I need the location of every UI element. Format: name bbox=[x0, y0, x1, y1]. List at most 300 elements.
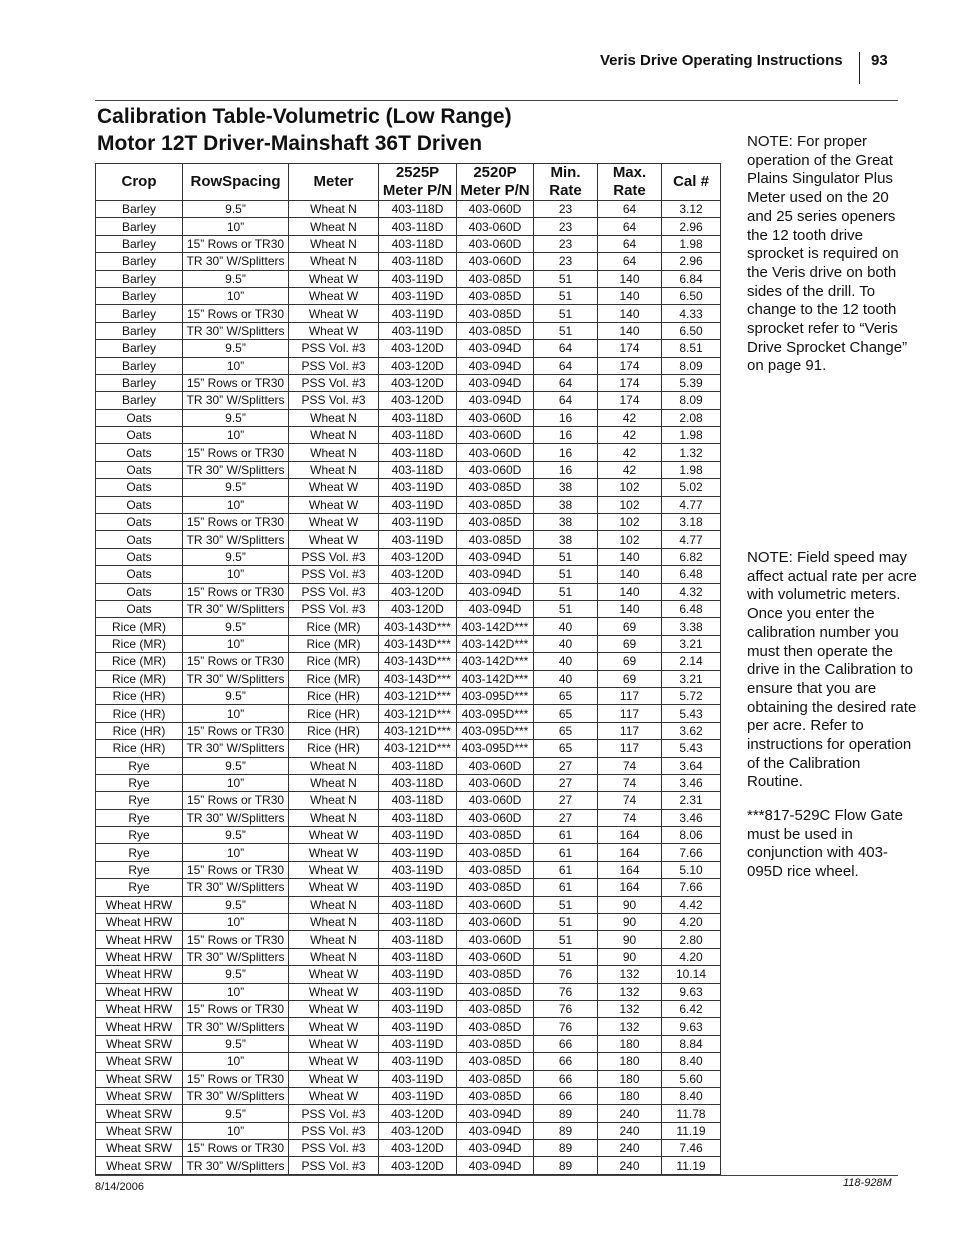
table-row bbox=[96, 1000, 721, 1017]
cell-max-rate: 74 bbox=[598, 757, 662, 774]
table-row bbox=[96, 879, 721, 896]
cell-crop: Barley bbox=[96, 270, 183, 287]
cell-max-rate: 42 bbox=[598, 427, 662, 444]
cell-min-rate: 65 bbox=[534, 722, 598, 739]
cell-meter: PSS Vol. #3 bbox=[289, 1122, 379, 1139]
cell-row-spacing: 15” Rows or TR30 bbox=[183, 931, 289, 948]
cell-row-spacing: 10” bbox=[183, 287, 289, 304]
cell-crop: Barley bbox=[96, 357, 183, 374]
cell-min-rate: 40 bbox=[534, 670, 598, 687]
cell-row-spacing: 15” Rows or TR30 bbox=[183, 1140, 289, 1157]
cell-crop: Oats bbox=[96, 566, 183, 583]
table-row bbox=[96, 566, 721, 583]
cell-2520p-pn: 403-060D bbox=[457, 774, 534, 791]
cell-max-rate: 90 bbox=[598, 948, 662, 965]
cell-min-rate: 51 bbox=[534, 270, 598, 287]
cell-min-rate: 61 bbox=[534, 879, 598, 896]
cell-crop: Rye bbox=[96, 792, 183, 809]
cell-max-rate: 102 bbox=[598, 531, 662, 548]
cell-min-rate: 23 bbox=[534, 235, 598, 252]
calibration-table bbox=[95, 163, 721, 1175]
cell-2520p-pn: 403-060D bbox=[457, 409, 534, 426]
cell-row-spacing: 9.5” bbox=[183, 827, 289, 844]
cell-crop: Oats bbox=[96, 479, 183, 496]
cell-2520p-pn: 403-085D bbox=[457, 305, 534, 322]
cell-meter: Wheat N bbox=[289, 792, 379, 809]
cell-min-rate: 76 bbox=[534, 1018, 598, 1035]
cell-min-rate: 51 bbox=[534, 948, 598, 965]
cell-max-rate: 64 bbox=[598, 235, 662, 252]
cell-2525p-pn: 403-119D bbox=[379, 1035, 457, 1052]
cell-2525p-pn: 403-119D bbox=[379, 1070, 457, 1087]
cell-min-rate: 27 bbox=[534, 774, 598, 791]
cell-crop: Rye bbox=[96, 774, 183, 791]
cell-row-spacing: 9.5” bbox=[183, 618, 289, 635]
cell-crop: Wheat HRW bbox=[96, 983, 183, 1000]
cell-max-rate: 42 bbox=[598, 409, 662, 426]
cell-cal-number: 1.32 bbox=[662, 444, 721, 461]
table-row bbox=[96, 983, 721, 1000]
cell-cal-number: 5.60 bbox=[662, 1070, 721, 1087]
cell-row-spacing: 10” bbox=[183, 983, 289, 1000]
cell-meter: PSS Vol. #3 bbox=[289, 374, 379, 391]
cell-max-rate: 140 bbox=[598, 287, 662, 304]
cell-max-rate: 117 bbox=[598, 705, 662, 722]
cell-cal-number: 11.78 bbox=[662, 1105, 721, 1122]
cell-2520p-pn: 403-094D bbox=[457, 357, 534, 374]
cell-row-spacing: 9.5” bbox=[183, 687, 289, 704]
cell-meter: Rice (HR) bbox=[289, 740, 379, 757]
table-row bbox=[96, 618, 721, 635]
cell-max-rate: 102 bbox=[598, 496, 662, 513]
cell-max-rate: 117 bbox=[598, 740, 662, 757]
cell-2525p-pn: 403-118D bbox=[379, 809, 457, 826]
cell-min-rate: 51 bbox=[534, 287, 598, 304]
cell-2525p-pn: 403-118D bbox=[379, 931, 457, 948]
cell-cal-number: 3.46 bbox=[662, 774, 721, 791]
table-row bbox=[96, 253, 721, 270]
cell-crop: Barley bbox=[96, 374, 183, 391]
cell-meter: Wheat N bbox=[289, 461, 379, 478]
cell-2520p-pn: 403-085D bbox=[457, 514, 534, 531]
cell-meter: Rice (HR) bbox=[289, 705, 379, 722]
cell-2520p-pn: 403-094D bbox=[457, 1140, 534, 1157]
cell-2525p-pn: 403-119D bbox=[379, 514, 457, 531]
cell-max-rate: 69 bbox=[598, 653, 662, 670]
cell-cal-number: 1.98 bbox=[662, 235, 721, 252]
cell-crop: Barley bbox=[96, 218, 183, 235]
cell-meter: Wheat W bbox=[289, 1053, 379, 1070]
table-row bbox=[96, 1122, 721, 1139]
cell-crop: Barley bbox=[96, 235, 183, 252]
cell-2525p-pn: 403-119D bbox=[379, 496, 457, 513]
cell-cal-number: 9.63 bbox=[662, 983, 721, 1000]
cell-meter: Rice (MR) bbox=[289, 670, 379, 687]
cell-max-rate: 140 bbox=[598, 583, 662, 600]
cell-2525p-pn: 403-118D bbox=[379, 253, 457, 270]
cell-max-rate: 240 bbox=[598, 1122, 662, 1139]
cell-row-spacing: TR 30” W/Splitters bbox=[183, 1087, 289, 1104]
table-row bbox=[96, 861, 721, 878]
table-row bbox=[96, 844, 721, 861]
column-header-min-rate: Min. Rate bbox=[534, 164, 598, 201]
cell-cal-number: 11.19 bbox=[662, 1122, 721, 1139]
cell-min-rate: 38 bbox=[534, 479, 598, 496]
column-header-row-spacing: RowSpacing bbox=[183, 164, 289, 201]
cell-2520p-pn: 403-142D*** bbox=[457, 635, 534, 652]
cell-meter: Rice (HR) bbox=[289, 722, 379, 739]
table-row bbox=[96, 444, 721, 461]
cell-2525p-pn: 403-118D bbox=[379, 235, 457, 252]
cell-2525p-pn: 403-118D bbox=[379, 948, 457, 965]
cell-2520p-pn: 403-060D bbox=[457, 427, 534, 444]
cell-max-rate: 64 bbox=[598, 201, 662, 218]
cell-crop: Oats bbox=[96, 496, 183, 513]
cell-crop: Wheat HRW bbox=[96, 1000, 183, 1017]
table-row bbox=[96, 496, 721, 513]
cell-row-spacing: 9.5” bbox=[183, 896, 289, 913]
cell-crop: Wheat HRW bbox=[96, 966, 183, 983]
cell-cal-number: 2.80 bbox=[662, 931, 721, 948]
cell-max-rate: 240 bbox=[598, 1105, 662, 1122]
cell-cal-number: 3.21 bbox=[662, 670, 721, 687]
cell-cal-number: 1.98 bbox=[662, 427, 721, 444]
table-row bbox=[96, 1087, 721, 1104]
header-rule bbox=[95, 100, 898, 101]
cell-crop: Oats bbox=[96, 461, 183, 478]
cell-max-rate: 74 bbox=[598, 774, 662, 791]
cell-cal-number: 4.77 bbox=[662, 531, 721, 548]
cell-cal-number: 6.42 bbox=[662, 1000, 721, 1017]
cell-2520p-pn: 403-085D bbox=[457, 966, 534, 983]
cell-2520p-pn: 403-142D*** bbox=[457, 653, 534, 670]
cell-meter: Wheat W bbox=[289, 1018, 379, 1035]
cell-row-spacing: 9.5” bbox=[183, 340, 289, 357]
cell-2525p-pn: 403-120D bbox=[379, 566, 457, 583]
cell-meter: Wheat W bbox=[289, 879, 379, 896]
cell-row-spacing: TR 30” W/Splitters bbox=[183, 879, 289, 896]
cell-cal-number: 2.14 bbox=[662, 653, 721, 670]
cell-meter: PSS Vol. #3 bbox=[289, 357, 379, 374]
cell-row-spacing: 15” Rows or TR30 bbox=[183, 1000, 289, 1017]
cell-cal-number: 11.19 bbox=[662, 1157, 721, 1174]
cell-min-rate: 61 bbox=[534, 861, 598, 878]
cell-row-spacing: 10” bbox=[183, 705, 289, 722]
cell-2525p-pn: 403-143D*** bbox=[379, 670, 457, 687]
cell-cal-number: 8.51 bbox=[662, 340, 721, 357]
cell-2525p-pn: 403-120D bbox=[379, 340, 457, 357]
cell-min-rate: 89 bbox=[534, 1157, 598, 1174]
cell-max-rate: 240 bbox=[598, 1157, 662, 1174]
cell-2520p-pn: 403-060D bbox=[457, 201, 534, 218]
cell-cal-number: 8.06 bbox=[662, 827, 721, 844]
cell-2520p-pn: 403-085D bbox=[457, 844, 534, 861]
cell-row-spacing: 15” Rows or TR30 bbox=[183, 235, 289, 252]
cell-crop: Rye bbox=[96, 844, 183, 861]
cell-crop: Rice (MR) bbox=[96, 635, 183, 652]
cell-crop: Barley bbox=[96, 340, 183, 357]
footer-date: 8/14/2006 bbox=[95, 1181, 144, 1193]
table-row bbox=[96, 1018, 721, 1035]
cell-cal-number: 5.39 bbox=[662, 374, 721, 391]
cell-row-spacing: TR 30” W/Splitters bbox=[183, 670, 289, 687]
cell-max-rate: 102 bbox=[598, 479, 662, 496]
cell-crop: Wheat SRW bbox=[96, 1140, 183, 1157]
cell-meter: PSS Vol. #3 bbox=[289, 600, 379, 617]
cell-2520p-pn: 403-142D*** bbox=[457, 670, 534, 687]
table-row bbox=[96, 635, 721, 652]
cell-max-rate: 132 bbox=[598, 966, 662, 983]
cell-crop: Rice (MR) bbox=[96, 618, 183, 635]
cell-meter: Wheat W bbox=[289, 496, 379, 513]
cell-2520p-pn: 403-085D bbox=[457, 1087, 534, 1104]
cell-min-rate: 89 bbox=[534, 1140, 598, 1157]
cell-2520p-pn: 403-060D bbox=[457, 253, 534, 270]
cell-meter: Rice (MR) bbox=[289, 618, 379, 635]
cell-max-rate: 164 bbox=[598, 879, 662, 896]
cell-crop: Rice (HR) bbox=[96, 687, 183, 704]
table-row bbox=[96, 218, 721, 235]
cell-row-spacing: 15” Rows or TR30 bbox=[183, 444, 289, 461]
table-row bbox=[96, 392, 721, 409]
cell-row-spacing: 9.5” bbox=[183, 757, 289, 774]
cell-min-rate: 27 bbox=[534, 809, 598, 826]
cell-row-spacing: TR 30” W/Splitters bbox=[183, 253, 289, 270]
cell-min-rate: 76 bbox=[534, 983, 598, 1000]
cell-min-rate: 64 bbox=[534, 392, 598, 409]
cell-min-rate: 66 bbox=[534, 1087, 598, 1104]
cell-cal-number: 3.62 bbox=[662, 722, 721, 739]
cell-meter: PSS Vol. #3 bbox=[289, 583, 379, 600]
cell-meter: Wheat W bbox=[289, 322, 379, 339]
cell-max-rate: 69 bbox=[598, 670, 662, 687]
table-row bbox=[96, 1070, 721, 1087]
cell-2525p-pn: 403-119D bbox=[379, 1018, 457, 1035]
cell-cal-number: 8.09 bbox=[662, 392, 721, 409]
cell-2520p-pn: 403-085D bbox=[457, 827, 534, 844]
table-header-row bbox=[96, 164, 721, 201]
table-row bbox=[96, 270, 721, 287]
cell-row-spacing: 15” Rows or TR30 bbox=[183, 374, 289, 391]
cell-min-rate: 89 bbox=[534, 1122, 598, 1139]
column-header-meter: Meter bbox=[289, 164, 379, 201]
cell-max-rate: 164 bbox=[598, 827, 662, 844]
cell-2525p-pn: 403-118D bbox=[379, 444, 457, 461]
cell-2525p-pn: 403-118D bbox=[379, 774, 457, 791]
cell-meter: PSS Vol. #3 bbox=[289, 1105, 379, 1122]
cell-row-spacing: TR 30” W/Splitters bbox=[183, 322, 289, 339]
cell-2525p-pn: 403-119D bbox=[379, 531, 457, 548]
cell-min-rate: 51 bbox=[534, 600, 598, 617]
cell-max-rate: 140 bbox=[598, 600, 662, 617]
cell-2520p-pn: 403-060D bbox=[457, 757, 534, 774]
cell-max-rate: 64 bbox=[598, 218, 662, 235]
cell-2520p-pn: 403-095D*** bbox=[457, 722, 534, 739]
cell-2525p-pn: 403-118D bbox=[379, 409, 457, 426]
table-row bbox=[96, 479, 721, 496]
cell-min-rate: 51 bbox=[534, 322, 598, 339]
cell-crop: Wheat HRW bbox=[96, 896, 183, 913]
table-row bbox=[96, 931, 721, 948]
cell-meter: Wheat W bbox=[289, 861, 379, 878]
cell-cal-number: 5.72 bbox=[662, 687, 721, 704]
cell-meter: Wheat W bbox=[289, 983, 379, 1000]
cell-crop: Wheat HRW bbox=[96, 948, 183, 965]
cell-meter: Wheat N bbox=[289, 948, 379, 965]
cell-cal-number: 6.82 bbox=[662, 548, 721, 565]
cell-max-rate: 74 bbox=[598, 792, 662, 809]
cell-crop: Wheat SRW bbox=[96, 1105, 183, 1122]
cell-2525p-pn: 403-119D bbox=[379, 966, 457, 983]
column-header-crop: Crop bbox=[96, 164, 183, 201]
cell-2525p-pn: 403-120D bbox=[379, 1122, 457, 1139]
cell-crop: Rye bbox=[96, 861, 183, 878]
cell-row-spacing: TR 30” W/Splitters bbox=[183, 531, 289, 548]
cell-cal-number: 7.66 bbox=[662, 879, 721, 896]
cell-2525p-pn: 403-119D bbox=[379, 827, 457, 844]
table-row bbox=[96, 792, 721, 809]
cell-2520p-pn: 403-060D bbox=[457, 235, 534, 252]
cell-min-rate: 64 bbox=[534, 374, 598, 391]
cell-2520p-pn: 403-060D bbox=[457, 218, 534, 235]
running-header-title: Veris Drive Operating Instructions bbox=[600, 52, 843, 69]
cell-2525p-pn: 403-143D*** bbox=[379, 635, 457, 652]
table-row bbox=[96, 740, 721, 757]
cell-cal-number: 8.40 bbox=[662, 1053, 721, 1070]
cell-2520p-pn: 403-060D bbox=[457, 931, 534, 948]
cell-row-spacing: TR 30” W/Splitters bbox=[183, 1157, 289, 1174]
table-row bbox=[96, 757, 721, 774]
cell-row-spacing: 9.5” bbox=[183, 1035, 289, 1052]
cell-cal-number: 6.50 bbox=[662, 322, 721, 339]
table-row bbox=[96, 235, 721, 252]
cell-max-rate: 140 bbox=[598, 305, 662, 322]
cell-cal-number: 4.42 bbox=[662, 896, 721, 913]
cell-min-rate: 23 bbox=[534, 218, 598, 235]
cell-crop: Wheat SRW bbox=[96, 1053, 183, 1070]
cell-2525p-pn: 403-120D bbox=[379, 600, 457, 617]
cell-2525p-pn: 403-143D*** bbox=[379, 653, 457, 670]
cell-crop: Rye bbox=[96, 827, 183, 844]
cell-min-rate: 66 bbox=[534, 1053, 598, 1070]
cell-max-rate: 132 bbox=[598, 1000, 662, 1017]
cell-row-spacing: 9.5” bbox=[183, 1105, 289, 1122]
cell-meter: Wheat W bbox=[289, 1070, 379, 1087]
cell-max-rate: 180 bbox=[598, 1053, 662, 1070]
cell-max-rate: 180 bbox=[598, 1070, 662, 1087]
cell-cal-number: 6.50 bbox=[662, 287, 721, 304]
cell-min-rate: 38 bbox=[534, 496, 598, 513]
cell-2525p-pn: 403-120D bbox=[379, 1140, 457, 1157]
cell-max-rate: 180 bbox=[598, 1035, 662, 1052]
cell-meter: Wheat W bbox=[289, 531, 379, 548]
table-row bbox=[96, 948, 721, 965]
cell-2520p-pn: 403-085D bbox=[457, 861, 534, 878]
column-header-2525p-pn: 2525P Meter P/N bbox=[379, 164, 457, 201]
cell-2520p-pn: 403-094D bbox=[457, 1157, 534, 1174]
table-row bbox=[96, 1157, 721, 1174]
table-row bbox=[96, 966, 721, 983]
cell-2520p-pn: 403-085D bbox=[457, 1070, 534, 1087]
cell-2525p-pn: 403-121D*** bbox=[379, 705, 457, 722]
cell-2520p-pn: 403-060D bbox=[457, 461, 534, 478]
cell-2520p-pn: 403-094D bbox=[457, 374, 534, 391]
cell-min-rate: 38 bbox=[534, 531, 598, 548]
cell-min-rate: 51 bbox=[534, 583, 598, 600]
cell-min-rate: 27 bbox=[534, 792, 598, 809]
cell-2520p-pn: 403-060D bbox=[457, 896, 534, 913]
table-row bbox=[96, 1105, 721, 1122]
cell-meter: Wheat N bbox=[289, 253, 379, 270]
cell-min-rate: 66 bbox=[534, 1035, 598, 1052]
cell-2525p-pn: 403-118D bbox=[379, 757, 457, 774]
table-row bbox=[96, 1035, 721, 1052]
cell-crop: Wheat HRW bbox=[96, 931, 183, 948]
cell-2520p-pn: 403-094D bbox=[457, 548, 534, 565]
cell-meter: PSS Vol. #3 bbox=[289, 392, 379, 409]
cell-min-rate: 38 bbox=[534, 514, 598, 531]
cell-cal-number: 7.66 bbox=[662, 844, 721, 861]
cell-2520p-pn: 403-085D bbox=[457, 1018, 534, 1035]
cell-crop: Rye bbox=[96, 809, 183, 826]
table-body bbox=[96, 201, 721, 1175]
cell-2520p-pn: 403-142D*** bbox=[457, 618, 534, 635]
cell-row-spacing: 9.5” bbox=[183, 201, 289, 218]
cell-max-rate: 64 bbox=[598, 253, 662, 270]
cell-meter: PSS Vol. #3 bbox=[289, 1157, 379, 1174]
cell-cal-number: 5.02 bbox=[662, 479, 721, 496]
table-row bbox=[96, 548, 721, 565]
cell-min-rate: 51 bbox=[534, 566, 598, 583]
cell-2520p-pn: 403-085D bbox=[457, 531, 534, 548]
table-row bbox=[96, 461, 721, 478]
sprocket-note: NOTE: For proper operation of the Great Plains Singulator Plus Meter used on the 20 and 25 series openers the 12 tooth drive sprocket is required on the Veris drive on both sides of the drill. To change to the 12 tooth sprocket refer to “Veris Drive Sprocket Change” on page 91. bbox=[747, 133, 908, 375]
cell-min-rate: 16 bbox=[534, 409, 598, 426]
cell-min-rate: 51 bbox=[534, 914, 598, 931]
cell-max-rate: 164 bbox=[598, 844, 662, 861]
cell-row-spacing: TR 30” W/Splitters bbox=[183, 600, 289, 617]
cell-max-rate: 90 bbox=[598, 914, 662, 931]
cell-2520p-pn: 403-085D bbox=[457, 879, 534, 896]
cell-min-rate: 27 bbox=[534, 757, 598, 774]
cell-2525p-pn: 403-119D bbox=[379, 1000, 457, 1017]
cell-2525p-pn: 403-119D bbox=[379, 322, 457, 339]
cell-max-rate: 132 bbox=[598, 1018, 662, 1035]
cell-min-rate: 89 bbox=[534, 1105, 598, 1122]
cell-crop: Wheat SRW bbox=[96, 1035, 183, 1052]
cell-2525p-pn: 403-119D bbox=[379, 983, 457, 1000]
cell-2520p-pn: 403-085D bbox=[457, 479, 534, 496]
cell-row-spacing: 9.5” bbox=[183, 409, 289, 426]
cell-2525p-pn: 403-118D bbox=[379, 218, 457, 235]
cell-max-rate: 140 bbox=[598, 270, 662, 287]
cell-cal-number: 2.96 bbox=[662, 253, 721, 270]
cell-2525p-pn: 403-118D bbox=[379, 427, 457, 444]
table-row bbox=[96, 1053, 721, 1070]
cell-2525p-pn: 403-118D bbox=[379, 914, 457, 931]
cell-row-spacing: 10” bbox=[183, 1122, 289, 1139]
cell-max-rate: 117 bbox=[598, 722, 662, 739]
table-row bbox=[96, 653, 721, 670]
cell-min-rate: 16 bbox=[534, 444, 598, 461]
cell-crop: Wheat HRW bbox=[96, 914, 183, 931]
cell-meter: Wheat N bbox=[289, 444, 379, 461]
cell-2520p-pn: 403-085D bbox=[457, 287, 534, 304]
cell-min-rate: 61 bbox=[534, 827, 598, 844]
cell-meter: PSS Vol. #3 bbox=[289, 548, 379, 565]
cell-min-rate: 76 bbox=[534, 1000, 598, 1017]
table-row bbox=[96, 322, 721, 339]
